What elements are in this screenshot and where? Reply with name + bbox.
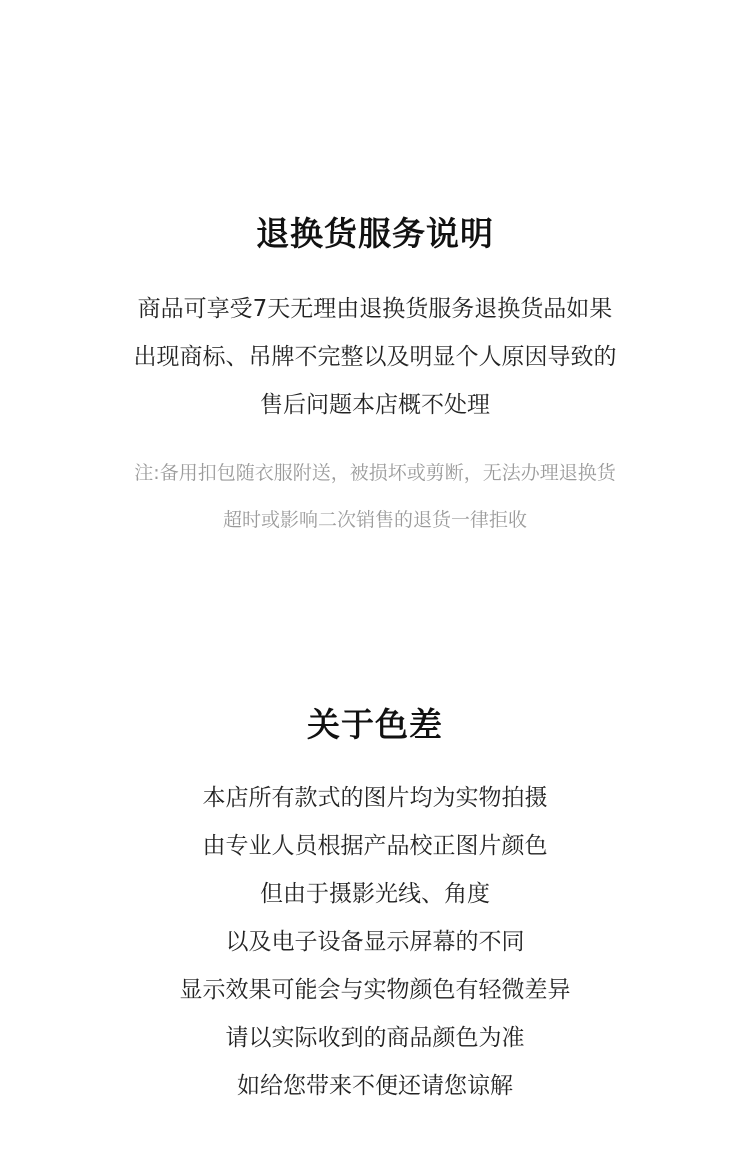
returns-policy-notes	[0, 450, 750, 544]
returns-policy-section	[0, 214, 750, 544]
color-difference-body	[0, 774, 750, 1110]
color-difference-line: 本店所有款式的图片均为实物拍摄	[202, 785, 548, 811]
color-difference-title: 关于色差	[307, 705, 443, 744]
returns-note-line: 超时或影响二次销售的退货一律拒收	[222, 509, 527, 531]
color-difference-line: 但由于摄影光线、角度	[260, 881, 490, 907]
color-difference-section	[0, 705, 750, 1110]
returns-policy-title: 退换货服务说明	[256, 214, 494, 253]
color-difference-line: 由专业人员根据产品校正图片颜色	[202, 833, 548, 859]
returns-policy-body	[0, 285, 750, 429]
color-difference-line: 如给您带来不便还请您谅解	[237, 1073, 513, 1099]
color-difference-line: 以及电子设备显示屏幕的不同	[225, 929, 525, 955]
color-difference-line: 显示效果可能会与实物颜色有轻微差异	[179, 977, 571, 1003]
returns-policy-line: 售后问题本店概不处理	[260, 392, 490, 418]
returns-note-line: 注:备用扣包随衣服附送，被损坏或剪断，无法办理退换货	[134, 462, 616, 484]
returns-policy-line: 出现商标、吊牌不完整以及明显个人原因导致的	[133, 344, 617, 370]
returns-policy-line: 商品可享受7天无理由退换货服务退换货品如果	[137, 296, 613, 322]
color-difference-line: 请以实际收到的商品颜色为准	[225, 1025, 525, 1051]
